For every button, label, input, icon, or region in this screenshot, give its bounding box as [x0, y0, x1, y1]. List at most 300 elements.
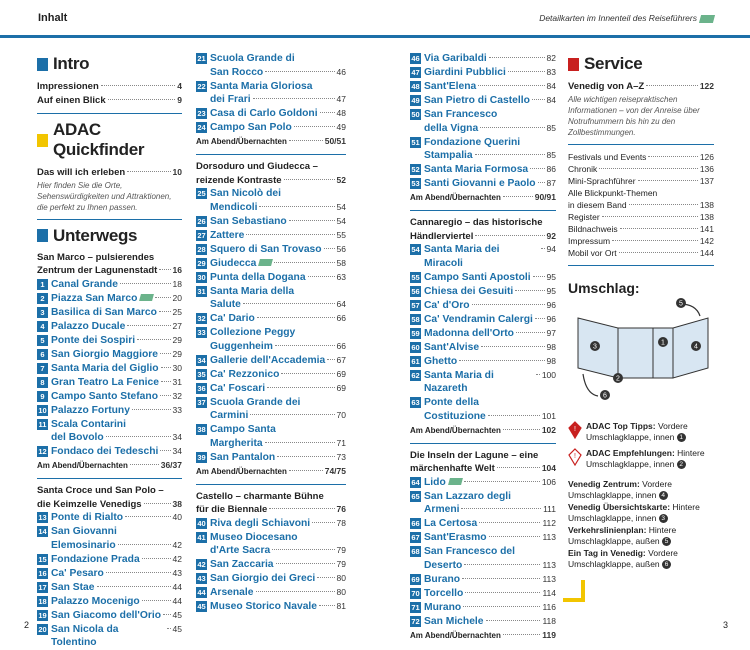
page-number: 137 — [699, 175, 714, 186]
toc-row[interactable] — [568, 175, 714, 187]
section-subheading[interactable] — [37, 252, 182, 278]
toc-row[interactable] — [568, 151, 714, 163]
toc-row[interactable] — [568, 247, 714, 259]
sight-name — [424, 601, 556, 615]
leader-dots — [276, 563, 335, 564]
sight-entry[interactable] — [196, 586, 346, 600]
subheading-line-1: Dorsoduro und Giudecca – — [196, 161, 318, 172]
leader-dots — [161, 367, 171, 368]
toc-row[interactable] — [196, 135, 346, 148]
map-icon — [448, 478, 463, 485]
page-number: 56 — [336, 243, 346, 254]
tip-location: Vordere Umschlagklappe, innen — [586, 420, 688, 442]
page-number: 96 — [546, 313, 556, 324]
page-number: 58 — [336, 257, 346, 268]
toc-row[interactable] — [37, 80, 182, 94]
subheading-line-2 — [410, 230, 556, 244]
sight-entry[interactable] — [410, 80, 556, 94]
sight-entry[interactable] — [410, 396, 556, 423]
sight-entry[interactable] — [37, 348, 182, 362]
map-ref-label: Ein Tag in Venedig: — [568, 547, 646, 558]
page-number: 79 — [336, 559, 346, 569]
divider — [568, 144, 714, 145]
page-number: 136 — [699, 163, 714, 174]
page-number: 87 — [546, 178, 556, 188]
sight-name-text: Santa Maria Formosa — [424, 164, 529, 175]
leader-dots — [142, 558, 171, 559]
sight-name — [424, 94, 556, 108]
sight-number-badge: 62 — [411, 370, 420, 380]
sight-name-text: Santa Maria dei Miracoli — [424, 244, 500, 269]
section-subheading[interactable] — [196, 161, 346, 187]
sight-name-line-2 — [424, 559, 556, 573]
sight-name — [424, 327, 556, 341]
sight-entry[interactable] — [196, 600, 346, 614]
sight-name-text: Palazzo Ducale — [51, 320, 126, 332]
page-number: 113 — [542, 559, 556, 570]
sight-entry[interactable] — [410, 52, 556, 66]
page-number: 27 — [172, 320, 182, 331]
leader-dots — [463, 606, 540, 607]
toc-row[interactable] — [410, 424, 556, 437]
sight-name — [424, 369, 556, 396]
leader-dots — [265, 442, 335, 443]
sight-entry[interactable] — [196, 215, 346, 229]
sight-entry[interactable] — [196, 187, 346, 214]
sight-name — [210, 586, 346, 600]
sight-entry[interactable] — [37, 292, 182, 306]
sight-name — [424, 396, 556, 423]
flap-number-label: 3 — [593, 343, 597, 350]
sight-entry[interactable] — [410, 285, 556, 299]
sight-name — [210, 451, 346, 465]
sight-name-text: San Stae — [51, 581, 95, 593]
sight-name-text: Ca' Vendramin Calergi — [424, 313, 533, 325]
sight-name — [210, 600, 346, 614]
sight-entry[interactable] — [196, 107, 346, 121]
sight-name — [424, 52, 556, 66]
section-subheading[interactable] — [196, 491, 346, 517]
sight-number-badge: 30 — [197, 272, 206, 282]
sight-name-cont: Deserto — [424, 559, 463, 571]
sight-number-badge: 13 — [38, 513, 47, 522]
page-number: 67 — [336, 354, 346, 365]
sight-entry[interactable] — [410, 327, 556, 341]
sight-entry[interactable] — [196, 558, 346, 572]
page-number: 80 — [336, 573, 346, 583]
sight-entry[interactable] — [196, 517, 346, 531]
sight-name — [210, 285, 346, 312]
sight-entry[interactable] — [37, 320, 182, 334]
sight-name-text: Gran Teatro La Fenice — [51, 376, 159, 388]
sight-entry[interactable] — [37, 511, 182, 525]
subheading-line-2 — [196, 503, 346, 517]
column-3 — [410, 52, 556, 642]
sight-name-cont: del Bovolo — [51, 432, 104, 443]
sight-number-badge: 9 — [37, 391, 48, 402]
sight-name — [51, 376, 182, 390]
page-number: 114 — [542, 587, 556, 598]
sight-name-text: Campo Santo Stefano — [51, 390, 158, 402]
sight-entry[interactable] — [410, 271, 556, 285]
map-ref-label: Venedig Übersichtskarte: — [568, 501, 671, 512]
section-subheading[interactable] — [410, 450, 556, 476]
sight-name-cont: d'Arte Sacra — [210, 545, 271, 556]
sight-entry[interactable] — [410, 136, 556, 163]
sight-name-cont: Guggenheim — [210, 340, 273, 352]
toc-label: Festivals und Events — [568, 151, 647, 162]
page-number: 66 — [336, 313, 346, 323]
column-4 — [568, 52, 714, 571]
sight-number-badge: 5 — [37, 335, 48, 346]
leader-dots — [257, 317, 335, 318]
yellow-corner-mark — [563, 580, 585, 602]
leader-dots — [612, 240, 698, 241]
sight-entry[interactable] — [196, 368, 346, 382]
map-ref-entry — [568, 502, 714, 525]
subheading-label: die Keimzelle Venedigs — [37, 498, 142, 510]
sight-number-badge: 29 — [197, 258, 206, 268]
sight-number-badge: 7 — [37, 363, 48, 374]
sight-number-badge: 47 — [411, 68, 420, 77]
sight-entry[interactable] — [196, 326, 346, 353]
sight-name-line-2 — [51, 539, 182, 553]
sight-entry[interactable] — [410, 163, 556, 177]
sight-entry[interactable] — [410, 313, 556, 327]
sight-number-badge: 16 — [38, 568, 47, 578]
sight-entry[interactable] — [37, 567, 182, 581]
sight-name — [424, 177, 556, 191]
sight-number-badge: 55 — [411, 272, 420, 282]
sight-entry[interactable] — [196, 285, 346, 312]
sight-entry[interactable] — [410, 341, 556, 355]
map-ref-location: Vordere Umschlagklappe, außen — [568, 547, 678, 569]
tip-label: ADAC Empfehlungen: — [586, 447, 675, 458]
leader-dots — [478, 85, 544, 86]
toc-row[interactable] — [568, 163, 714, 175]
section-subheading[interactable] — [410, 217, 556, 243]
sight-entry[interactable] — [410, 243, 556, 270]
sight-name-cont: San Rocco — [210, 66, 264, 78]
sight-entry[interactable] — [410, 299, 556, 313]
page-number: 43 — [172, 567, 182, 578]
subheading-line-1: Castello – charmante Bühne — [196, 490, 324, 502]
column-2 — [196, 52, 346, 614]
sight-name-text: Madonna dell'Orto — [424, 327, 514, 339]
sight-entry[interactable] — [410, 476, 556, 490]
sight-entry[interactable] — [37, 609, 182, 623]
page-number: 44 — [172, 581, 182, 592]
sight-name-line-2 — [210, 437, 346, 451]
sight-entry[interactable] — [410, 517, 556, 531]
sight-number-badge: 48 — [411, 82, 420, 91]
cover-ref-badge: 6 — [662, 560, 671, 569]
sight-number-badge: 72 — [411, 616, 420, 626]
sight-entry[interactable] — [37, 418, 182, 445]
sight-name — [51, 390, 182, 404]
sight-entry[interactable] — [410, 369, 556, 396]
sight-entry[interactable] — [37, 278, 182, 292]
page-number: 49 — [336, 122, 346, 132]
toc-label: Impressum — [568, 235, 611, 246]
sight-entry[interactable] — [37, 362, 182, 376]
toc-row[interactable] — [37, 166, 182, 180]
cover-ref-badge: 3 — [659, 514, 668, 523]
leader-dots — [246, 234, 334, 235]
sight-entry[interactable] — [196, 451, 346, 465]
sight-number-badge: 39 — [197, 452, 206, 462]
sight-entry[interactable] — [37, 390, 182, 404]
leader-dots — [599, 168, 698, 169]
divider — [37, 113, 182, 114]
leader-dots — [160, 353, 171, 354]
sight-name-line-1: Collezione Peggy — [210, 327, 296, 338]
sight-name — [210, 312, 346, 326]
cover-flap-right — [673, 318, 708, 378]
sight-name-text: Riva degli Schiavoni — [210, 517, 311, 529]
sight-name-line-2 — [424, 149, 556, 163]
toc-row[interactable] — [568, 211, 714, 223]
sight-name-text: Gallerie dell'Accademia — [210, 354, 326, 366]
sight-entry[interactable] — [196, 121, 346, 135]
sight-name-text: Ponte di Rialto — [51, 512, 124, 523]
sight-name-line-1: Scuola Grande di — [210, 53, 295, 64]
page-number: 45 — [172, 623, 182, 634]
sight-name-text: San Giorgio Maggiore — [51, 348, 158, 360]
toc-row[interactable] — [410, 191, 556, 204]
sight-number-badge: 19 — [38, 610, 47, 620]
sight-entry[interactable] — [37, 581, 182, 595]
leader-dots — [127, 325, 170, 326]
sight-entry[interactable] — [37, 623, 182, 650]
page-number: 76 — [336, 504, 346, 514]
tip-text — [586, 448, 714, 471]
sight-entry[interactable] — [410, 94, 556, 108]
sight-name-text: Ponte dei Sospiri — [51, 334, 136, 346]
sight-entry[interactable] — [37, 525, 182, 552]
page-number: 86 — [546, 164, 556, 174]
subheading-line-2 — [37, 264, 182, 278]
page-number: 80 — [336, 587, 346, 597]
sight-name — [210, 354, 346, 368]
sight-number-badge: 43 — [197, 574, 206, 583]
sight-entry[interactable] — [196, 257, 346, 271]
page-number: 42 — [172, 553, 182, 564]
sight-entry[interactable] — [410, 177, 556, 191]
page-number: 63 — [336, 271, 346, 282]
page-number: 112 — [542, 518, 556, 528]
leader-dots — [277, 456, 334, 457]
sight-entry[interactable] — [196, 531, 346, 558]
section-title: Intro — [53, 54, 90, 73]
sight-number-badge: 24 — [197, 123, 206, 132]
page-number: 36/37 — [160, 460, 182, 470]
page-number: 30 — [172, 362, 182, 373]
map-ref-location: Vordere Umschlagklappe, innen — [568, 478, 672, 500]
toc-row[interactable] — [568, 80, 714, 94]
sight-name-cont: Margherita — [210, 437, 263, 449]
sight-number-badge: 8 — [37, 377, 48, 388]
sight-name — [210, 423, 346, 450]
sight-number-badge: 71 — [411, 602, 420, 612]
page-number: 144 — [699, 247, 714, 258]
sight-entry[interactable] — [196, 354, 346, 368]
sight-entry[interactable] — [410, 615, 556, 629]
sight-name-text: Santa Maria di Nazareth — [424, 369, 494, 394]
sight-entry[interactable] — [196, 229, 346, 243]
tip-entry — [568, 421, 714, 444]
toc-row[interactable] — [37, 94, 182, 108]
sight-entry[interactable] — [410, 587, 556, 601]
sight-entry[interactable] — [196, 80, 346, 107]
page-number: 9 — [177, 94, 182, 105]
toc-label: Das will ich erleben — [37, 167, 126, 178]
page-number: 83 — [546, 67, 556, 77]
sight-entry[interactable] — [196, 312, 346, 326]
section-subheading[interactable] — [37, 485, 182, 511]
sight-entry[interactable] — [196, 243, 346, 257]
sight-entry[interactable] — [410, 573, 556, 587]
toc-row[interactable] — [196, 465, 346, 478]
sight-entry[interactable] — [37, 404, 182, 418]
sight-name — [210, 326, 346, 353]
sight-number-badge: 51 — [411, 137, 420, 147]
map-ref-entry — [568, 548, 714, 571]
sight-number-badge: 64 — [411, 477, 420, 487]
leader-dots — [97, 586, 171, 587]
tip-entry — [568, 448, 714, 471]
sight-number-badge: 70 — [411, 588, 420, 598]
sight-name-cont: Salute — [210, 299, 241, 310]
sight-entry[interactable] — [410, 108, 556, 135]
page-number: 84 — [546, 95, 556, 105]
sight-name-text: Ca' Foscari — [210, 382, 266, 394]
page-number: 113 — [542, 532, 556, 542]
sight-name — [424, 490, 556, 517]
leader-dots — [101, 85, 175, 86]
leader-dots — [475, 154, 545, 155]
sight-name-text: Giudecca — [210, 257, 257, 269]
sight-number-badge: 68 — [411, 547, 420, 556]
toc-row[interactable] — [568, 199, 714, 211]
sight-number-badge: 49 — [411, 96, 420, 105]
sight-entry[interactable] — [37, 445, 182, 459]
sight-entry[interactable] — [37, 306, 182, 320]
leader-dots — [137, 339, 170, 340]
page-number: 32 — [172, 390, 182, 401]
page-number: 97 — [546, 327, 556, 338]
sight-name — [210, 121, 346, 135]
sight-name-text: Sant'Elena — [424, 81, 477, 92]
sight-name — [51, 525, 182, 552]
page-number: 141 — [699, 223, 714, 234]
sight-name-line-1: San Nicolò dei — [210, 188, 281, 199]
sight-number-badge: 15 — [38, 554, 47, 564]
page-number: 47 — [336, 94, 346, 104]
sight-name — [51, 404, 182, 418]
sight-entry[interactable] — [37, 376, 182, 390]
service-row-line-1: Alle Blickpunkt-Themen — [568, 187, 658, 198]
sight-entry[interactable] — [37, 334, 182, 348]
sight-name-line-2 — [424, 122, 556, 136]
leader-dots — [497, 467, 540, 468]
sight-name — [424, 531, 556, 545]
toc-label: Chronik — [568, 163, 598, 174]
flap-number-label: 6 — [603, 392, 607, 399]
toc-row[interactable] — [37, 459, 182, 472]
sight-number-badge: 21 — [197, 54, 206, 63]
sight-entry[interactable] — [410, 355, 556, 369]
leader-dots — [319, 605, 335, 606]
toc-label: Bildnachweis — [568, 223, 618, 234]
section-heading — [37, 54, 182, 74]
sight-entry[interactable] — [196, 423, 346, 450]
sight-number-badge: 41 — [197, 532, 206, 542]
sight-name-cont: Stampalia — [424, 150, 473, 161]
leader-dots — [464, 481, 540, 482]
sight-entry[interactable] — [196, 52, 346, 79]
subheading-label: märchenhafte Welt — [410, 463, 495, 474]
sight-entry[interactable] — [196, 572, 346, 586]
sight-number-badge: 67 — [411, 533, 420, 542]
leader-dots — [132, 409, 171, 410]
sight-name-text: San Michele — [424, 615, 484, 627]
leader-dots — [289, 470, 323, 471]
toc-row[interactable] — [568, 223, 714, 235]
leader-dots — [250, 414, 334, 415]
page-number: 85 — [546, 150, 556, 160]
sight-name-text: San Pietro di Castello — [424, 95, 530, 106]
sight-entry[interactable] — [410, 601, 556, 615]
leader-dots — [243, 303, 335, 304]
sight-entry[interactable] — [410, 531, 556, 545]
leader-dots — [284, 179, 335, 180]
sight-entry[interactable] — [410, 490, 556, 517]
flap-number-badge — [658, 337, 668, 347]
map-icon — [139, 294, 154, 301]
cover-ref-badge: 5 — [662, 537, 671, 546]
sight-entry[interactable] — [196, 271, 346, 285]
subheading-label: Händlerviertel — [410, 230, 474, 242]
flap-number-label: 5 — [679, 300, 683, 307]
sight-entry[interactable] — [410, 66, 556, 80]
sight-entry[interactable] — [410, 545, 556, 572]
section-title: ADAC Quickfinder — [53, 120, 145, 159]
page-number: 85 — [546, 122, 556, 133]
page-number: 54 — [336, 215, 346, 226]
sight-name-line-2 — [210, 201, 346, 215]
flap-number-label: 4 — [694, 343, 698, 350]
leader-dots — [602, 216, 698, 217]
section-marker-icon — [37, 229, 48, 242]
sight-number-badge: 65 — [411, 491, 420, 501]
sight-name-line-2 — [210, 409, 346, 423]
leader-dots — [269, 508, 334, 509]
toc-label: Am Abend/Übernachten — [37, 461, 128, 470]
divider — [410, 210, 556, 211]
service-list — [568, 151, 714, 259]
sight-entry[interactable] — [196, 382, 346, 396]
sight-entry[interactable] — [196, 396, 346, 423]
sight-entry[interactable] — [37, 553, 182, 567]
divider — [568, 265, 714, 266]
subheading-line-2 — [37, 498, 182, 512]
map-ref-location: Hintere Umschlagklappe, innen — [568, 501, 700, 523]
toc-row[interactable] — [568, 235, 714, 247]
toc-label: Am Abend/Übernachten — [410, 425, 501, 435]
leader-dots — [289, 220, 335, 221]
sight-entry[interactable] — [37, 595, 182, 609]
